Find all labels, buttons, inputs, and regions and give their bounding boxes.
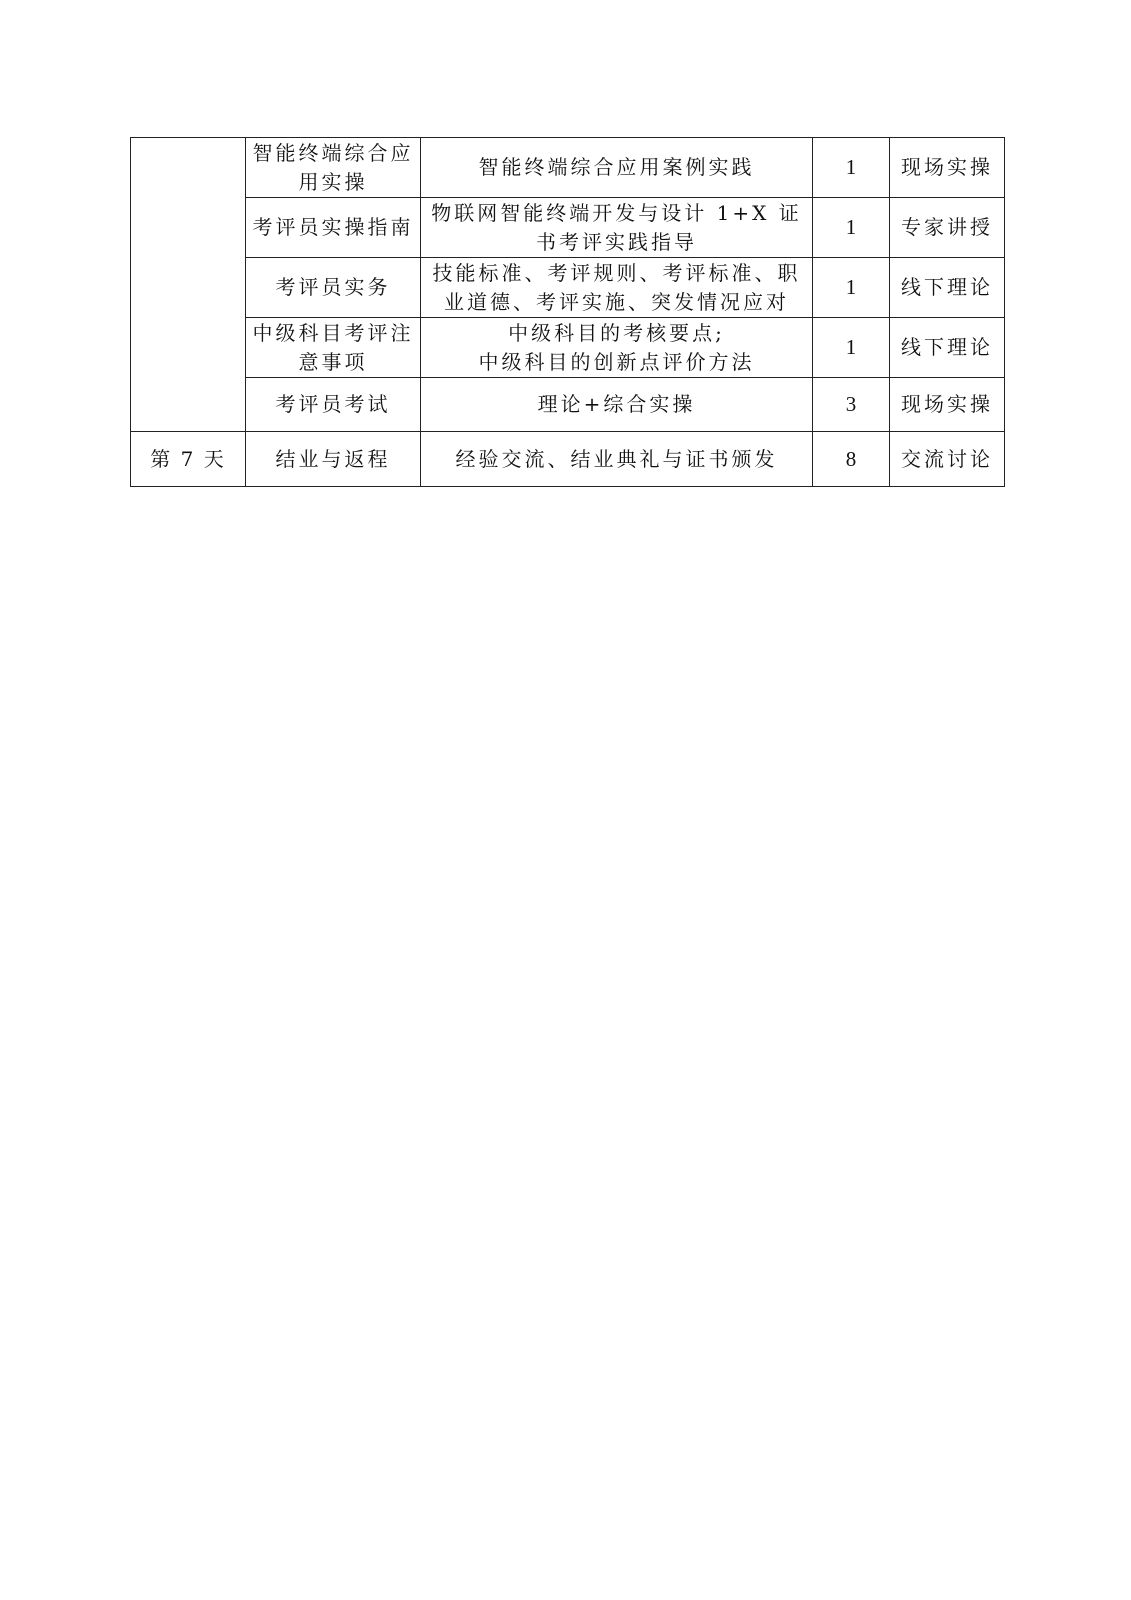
table-row [131, 318, 1005, 378]
method-cell: 交流讨论 [890, 432, 1005, 487]
table-row [131, 198, 1005, 258]
method-cell: 现场实操 [890, 378, 1005, 432]
method-cell: 专家讲授 [890, 198, 1005, 258]
table-row [131, 138, 1005, 198]
content-cell: 理论+综合实操 [421, 378, 813, 432]
hours-cell: 1 [813, 258, 890, 318]
module-cell: 考评员考试 [246, 378, 421, 432]
table-row [131, 258, 1005, 318]
method-cell: 现场实操 [890, 138, 1005, 198]
hours-cell: 1 [813, 138, 890, 198]
module-cell: 结业与返程 [246, 432, 421, 487]
module-cell: 智能终端综合应用实操 [246, 138, 421, 198]
method-cell: 线下理论 [890, 318, 1005, 378]
method-cell: 线下理论 [890, 258, 1005, 318]
day-cell [131, 138, 246, 432]
hours-cell: 1 [813, 198, 890, 258]
module-cell: 考评员实操指南 [246, 198, 421, 258]
table-row [131, 378, 1005, 432]
table-row [131, 432, 1005, 487]
hours-cell: 1 [813, 318, 890, 378]
content-cell: 智能终端综合应用案例实践 [421, 138, 813, 198]
content-cell: 技能标准、考评规则、考评标准、职业道德、考评实施、突发情况应对 [421, 258, 813, 318]
content-cell: 物联网智能终端开发与设计 1+X 证书考评实践指导 [421, 198, 813, 258]
day-cell: 第 7 天 [131, 432, 246, 487]
hours-cell: 8 [813, 432, 890, 487]
content-line: 中级科目的考核要点; [508, 320, 725, 345]
hours-cell: 3 [813, 378, 890, 432]
content-line: 中级科目的创新点评价方法 [478, 349, 755, 374]
module-cell: 中级科目考评注意事项 [246, 318, 421, 378]
content-cell [421, 318, 813, 378]
module-cell: 考评员实务 [246, 258, 421, 318]
content-cell: 经验交流、结业典礼与证书颁发 [421, 432, 813, 487]
schedule-table [130, 137, 1005, 487]
